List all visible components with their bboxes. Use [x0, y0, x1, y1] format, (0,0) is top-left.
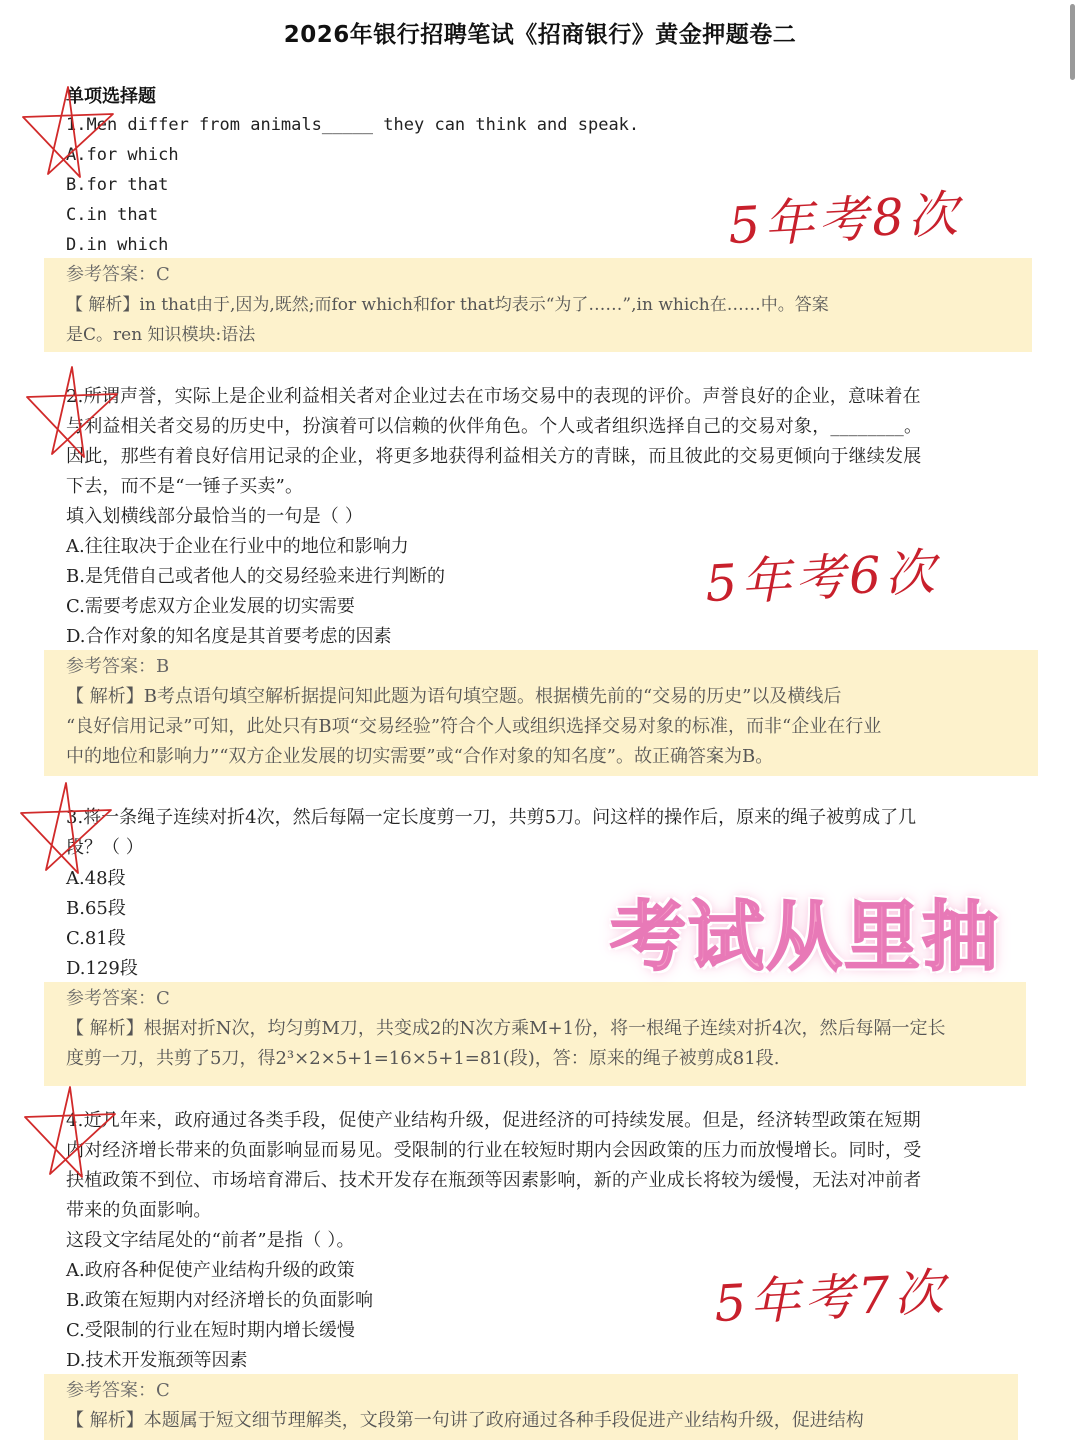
q4-stem-line: 带来的负面影响。 — [66, 1200, 212, 1221]
q4-answer: 参考答案：C — [66, 1380, 170, 1401]
q1-option-c: C.in that — [66, 205, 159, 225]
red-star-mark — [20, 1082, 120, 1182]
handwritten-note: 5年考8次 — [726, 184, 964, 256]
red-star-mark — [16, 778, 116, 878]
q3-analysis-line: 【 解析】根据对折N次，均匀剪M刀，共变成2的N次方乘M+1份，将一根绳子连续对折4次，然后每隔一定长 — [66, 1018, 946, 1039]
q3-stem-line: 3.将一条绳子连续对折4次，然后每隔一定长度剪一刀，共剪5刀。问这样的操作后，原来的绳子被剪成了几 — [66, 807, 917, 828]
q1-analysis-line: 是C。ren 知识模块:语法 — [66, 325, 256, 345]
q4-option-c: C.受限制的行业在短时期内增长缓慢 — [66, 1320, 355, 1341]
q3-stem-line: 段？（ ） — [66, 837, 144, 858]
q2-prompt: 填入划横线部分最恰当的一句是（ ） — [66, 506, 364, 527]
q4-stem-line: 内对经济增长带来的负面影响显而易见。受限制的行业在较短时期内会因政策的压力而放慢增长。同时，受 — [66, 1140, 922, 1161]
q3-answer-box — [44, 982, 1026, 1086]
q2-stem-line: 下去，而不是“一锤子买卖”。 — [66, 476, 304, 497]
q2-answer: 参考答案：B — [66, 656, 170, 677]
q3-answer: 参考答案：C — [66, 988, 170, 1009]
q4-answer-box — [44, 1374, 1018, 1440]
q2-option-b: B.是凭借自己或者他人的交易经验来进行判断的 — [66, 566, 445, 587]
q2-option-c: C.需要考虑双方企业发展的切实需要 — [66, 596, 355, 617]
q2-option-d: D.合作对象的知名度是其首要考虑的因素 — [66, 626, 392, 647]
q2-stem-line: 因此，那些有着良好信用记录的企业，将更多地获得利益相关方的青睐，而且彼此的交易更倾向于继续发展 — [66, 446, 922, 467]
q1-analysis-line: 【 解析】in that由于,因为,既然;而for which和for that均表示“为了……”,in which在……中。答案 — [66, 295, 829, 315]
q3-analysis-line: 度剪一刀，共剪了5刀，得2³×2×5+1=16×5+1=81(段)，答：原来的绳子被剪成81段. — [66, 1048, 780, 1069]
q3-option-b: B.65段 — [66, 898, 126, 919]
q2-stem-line: 与利益相关者交易的历史中，扮演着可以信赖的伙伴角色。个人或者组织选择自己的交易对象，________。 — [66, 416, 923, 437]
q1-answer: 参考答案：C — [66, 264, 170, 285]
document-title: 2026年银行招聘笔试《招商银行》黄金押题卷二 — [283, 22, 797, 48]
red-star-mark — [22, 362, 122, 462]
q4-option-b: B.政策在短期内对经济增长的负面影响 — [66, 1290, 373, 1311]
q4-stem-line: 扶植政策不到位、市场培育滞后、技术开发存在瓶颈等因素影响，新的产业成长将较为缓慢，无法对冲前者 — [66, 1170, 922, 1191]
section-header: 单项选择题 — [66, 86, 156, 107]
handwritten-note: 5年考7次 — [712, 1262, 950, 1334]
q4-option-a: A.政府各种促使产业结构升级的政策 — [66, 1260, 355, 1281]
red-star-mark — [18, 82, 118, 182]
q2-analysis-line: 中的地位和影响力”“双方企业发展的切实需要”或“合作对象的知名度”。故正确答案为B。 — [66, 746, 774, 767]
q4-option-d: D.技术开发瓶颈等因素 — [66, 1350, 248, 1371]
q1-stem: 1.Men differ from animals_____ they can think and speak. — [66, 115, 640, 135]
q2-stem-line: 2.所谓声誉，实际上是企业利益相关者对企业过去在市场交易中的表现的评价。声誉良好的企业，意味着在 — [66, 386, 921, 407]
q4-prompt: 这段文字结尾处的“前者”是指（ ）。 — [66, 1230, 355, 1251]
q2-analysis-line: “良好信用记录”可知，此处只有B项“交易经验”符合个人或组织选择交易对象的标准，而非“企业在行业 — [66, 716, 882, 737]
q3-option-c: C.81段 — [66, 928, 126, 949]
q3-option-a: A.48段 — [66, 868, 126, 889]
q4-stem-line: 4.近几年来，政府通过各类手段，促使产业结构升级，促进经济的可持续发展。但是，经济转型政策在短期 — [66, 1110, 921, 1131]
q4-analysis-line: 【 解析】本题属于短文细节理解类，文段第一句讲了政府通过各种手段促进产业结构升级，促进结构 — [66, 1410, 864, 1431]
stamp-overlay: 考试从里抽 — [610, 891, 1000, 981]
q1-option-a: A.for which — [66, 145, 179, 165]
q1-option-d: D.in which — [66, 235, 169, 255]
q2-answer-box — [44, 650, 1038, 776]
q2-option-a: A.往往取决于企业在行业中的地位和影响力 — [66, 536, 409, 557]
q1-answer-box — [44, 258, 1032, 352]
handwritten-note: 5年考6次 — [703, 542, 941, 614]
q1-option-b: B.for that — [66, 175, 169, 195]
q3-option-d: D.129段 — [66, 958, 138, 979]
q2-analysis-line: 【 解析】B考点语句填空解析据提问知此题为语句填空题。根据横先前的“交易的历史”以及横线后 — [66, 686, 842, 707]
